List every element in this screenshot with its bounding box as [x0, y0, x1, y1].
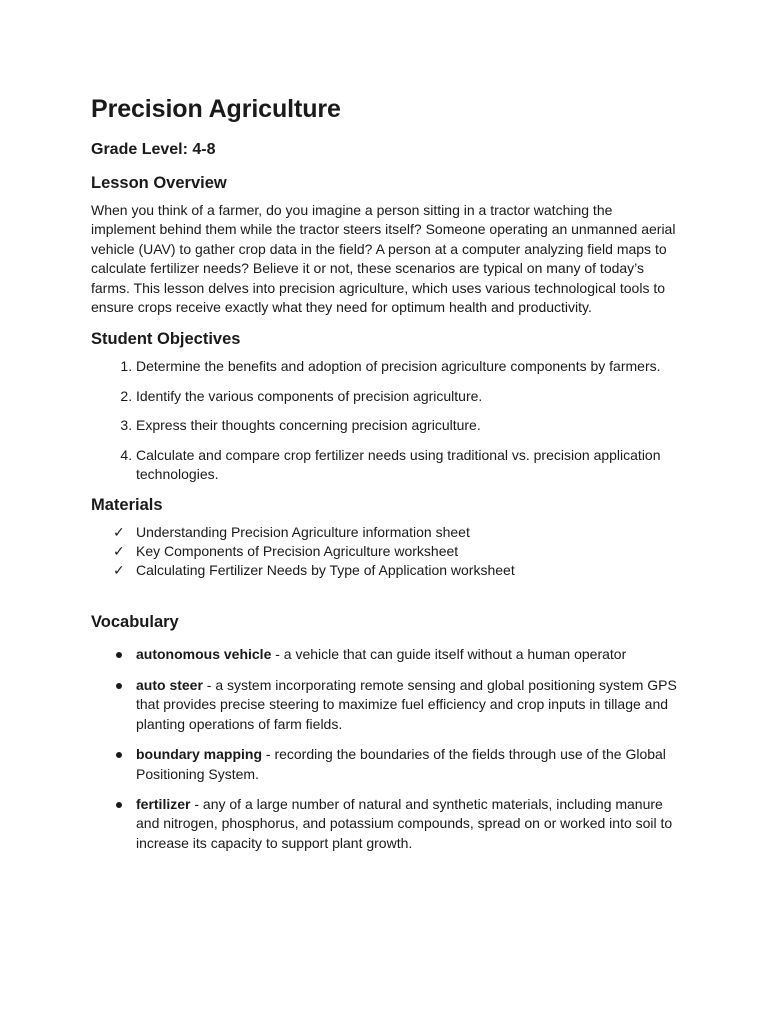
objective-item: 3. Express their thoughts concerning precision agriculture. — [136, 416, 680, 435]
bullet-icon — [116, 802, 122, 808]
bullet-icon — [116, 683, 122, 689]
vocab-item — [114, 745, 680, 784]
vocab-term: boundary mapping — [136, 746, 262, 763]
bullet-icon — [116, 752, 122, 758]
vocabulary-list — [91, 645, 680, 853]
materials-heading: Materials — [91, 496, 163, 515]
vocab-item — [114, 676, 680, 734]
material-item — [113, 523, 680, 542]
checkmark-icon: ✓ — [113, 562, 125, 579]
vocabulary-heading: Vocabulary — [91, 613, 179, 632]
grade-level: Grade Level: 4-8 — [91, 141, 216, 158]
overview-heading: Lesson Overview — [91, 174, 227, 192]
vocab-item — [114, 645, 680, 664]
overview-text: When you think of a farmer, do you imagine a person sitting in a tractor watching the implement behind them while the tractor steers itself? Someone operating an unmanned aerial vehicle (UAV) to gather crop data in the field? A person at a computer analyzing field maps to calculate fertilizer needs? Believe it or not, these scenarios are typical on many of today’s farms. This lesson delves into precision agriculture, which uses various technological tools to ensure crops receive exactly what they need for optimum health and productivity. — [91, 202, 676, 316]
vocab-definition: - a vehicle that can guide itself without a human operator — [271, 646, 627, 663]
page-title: Precision Agriculture — [91, 95, 341, 123]
vocab-term: autonomous vehicle — [136, 646, 272, 663]
vocab-term: auto steer — [136, 676, 203, 693]
vocab-definition: - recording the boundaries of the fields through use of the Global Positioning System. — [136, 746, 666, 782]
bullet-icon — [116, 652, 122, 658]
vocab-definition: - a system incorporating remote sensing and global positioning system GPS that provides precise steering to maximize fuel efficiency and crop inputs in tillage and planting operations of farm fields. — [136, 676, 677, 732]
material-item — [113, 542, 680, 561]
vocab-term: fertilizer — [136, 795, 191, 812]
objectives-list — [91, 357, 680, 484]
material-label: Key Components of Precision Agriculture worksheet — [136, 543, 459, 560]
vocab-definition: - any of a large number of natural and synthetic materials, including manure and nitrogen, phosphorus, and potassium compounds, spread on or worked into soil to increase its capacity to support plant growth. — [136, 795, 673, 851]
checkmark-icon: ✓ — [113, 543, 125, 560]
checkmark-icon: ✓ — [113, 524, 125, 541]
material-item — [113, 561, 680, 580]
material-label: Understanding Precision Agriculture information sheet — [136, 524, 470, 541]
materials-list — [91, 523, 680, 580]
objectives-heading: Student Objectives — [91, 330, 241, 349]
objective-item: 4. Calculate and compare crop fertilizer needs using traditional vs. precision application technologies. — [136, 446, 680, 485]
vocab-item — [114, 795, 680, 853]
objective-item: 1. Determine the benefits and adoption of precision agriculture components by farmers. — [136, 357, 680, 376]
material-label: Calculating Fertilizer Needs by Type of Application worksheet — [136, 562, 515, 579]
objective-item: 2. Identify the various components of precision agriculture. — [136, 387, 680, 406]
